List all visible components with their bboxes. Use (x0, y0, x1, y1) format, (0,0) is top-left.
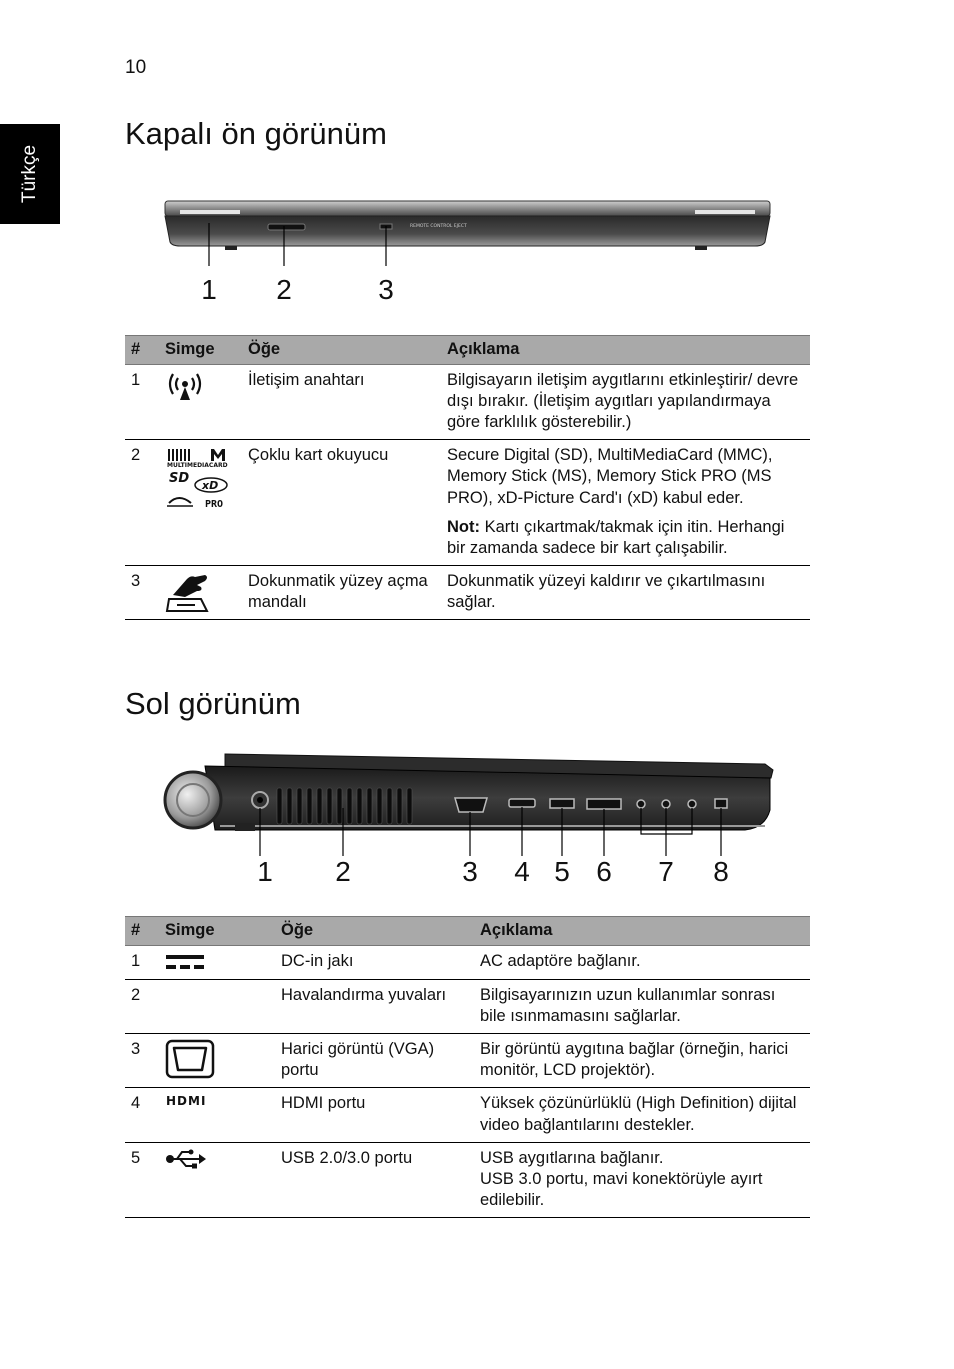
sd-label: SD (169, 471, 190, 487)
front-view-title: Kapalı ön görünüm (125, 116, 387, 151)
mmc-label: MULTIMEDIACARD (167, 462, 228, 470)
row-num: 3 (125, 1034, 159, 1088)
table-row (125, 1034, 810, 1088)
laptop-left-illustration (125, 748, 810, 856)
callout-1: 1 (201, 274, 217, 305)
callout-2: 2 (335, 856, 351, 887)
callout-5: 5 (554, 856, 570, 887)
hdmi-icon-label: HDMI (166, 1094, 207, 1109)
front-view-figure (125, 196, 810, 306)
row-item: İletişim anahtarı (242, 365, 441, 440)
wireless-icon (165, 370, 205, 404)
callout-7: 7 (658, 856, 674, 887)
language-tab-label: Türkçe (19, 144, 40, 204)
table-row (125, 1088, 810, 1142)
row-item: Havalandırma yuvaları (275, 980, 474, 1034)
row-desc-line: USB aygıtlarına bağlanır. (480, 1148, 664, 1167)
header-icon: Simge (159, 336, 242, 365)
callout-3: 3 (462, 856, 478, 887)
laptop-front-illustration (125, 196, 810, 266)
row-desc: Bilgisayarın iletişim aygıtlarını etkinleştirir/ devre dışı bırakır. (İletişim aygıtları yapılandırmaya göre farklılık gösterebilir.) (441, 365, 810, 440)
callout-1: 1 (257, 856, 273, 887)
row-item: DC-in jakı (275, 946, 474, 980)
row-desc: Secure Digital (SD), MultiMediaCard (MMC), Memory Stick (MS), Memory Stick PRO (MS PRO), xD-Picture Card'ı (xD) kabul eder. (447, 446, 773, 507)
table-row (125, 440, 810, 566)
header-icon: Simge (159, 917, 275, 946)
callout-4: 4 (514, 856, 530, 887)
left-view-title: Sol görünüm (125, 686, 301, 721)
hdmi-icon (165, 1093, 223, 1109)
row-desc: Bilgisayarınızın uzun kullanımlar sonrası bile ısınmamasını sağlarlar. (474, 980, 810, 1034)
callout-6: 6 (596, 856, 612, 887)
row-note (447, 517, 804, 559)
front-view-table (125, 335, 810, 620)
touchpad-latch-icon (165, 571, 211, 613)
header-item: Öğe (242, 336, 441, 365)
left-view-figure (125, 748, 810, 888)
row-desc-line: USB 3.0 portu, mavi konektörüyle ayırt edilebilir. (480, 1169, 763, 1209)
row-num: 3 (125, 565, 159, 619)
row-num: 1 (125, 365, 159, 440)
row-num: 5 (125, 1142, 159, 1217)
row-item: Harici görüntü (VGA) portu (275, 1034, 474, 1088)
row-desc: Dokunmatik yüzeyi kaldırır ve çıkartılmasını sağlar. (441, 565, 810, 619)
left-view-table (125, 916, 810, 1218)
callout-3: 3 (378, 274, 394, 305)
table-row (125, 565, 810, 619)
header-num: # (125, 336, 159, 365)
page-number: 10 (125, 57, 147, 78)
callout-2: 2 (276, 274, 292, 305)
table-row (125, 365, 810, 440)
row-item: USB 2.0/3.0 portu (275, 1142, 474, 1217)
header-desc: Açıklama (441, 336, 810, 365)
row-desc: Yüksek çözünürlüklü (High Definition) dijital video bağlantılarını destekler. (474, 1088, 810, 1142)
dc-in-icon (165, 951, 205, 973)
row-num: 2 (125, 980, 159, 1034)
note-text: Kartı çıkartmak/takmak için itin. Herhangi bir zamanda sadece bir kart çalışabilir. (447, 517, 785, 557)
header-desc: Açıklama (474, 917, 810, 946)
table-row (125, 946, 810, 980)
vga-icon (165, 1039, 215, 1079)
row-num: 4 (125, 1088, 159, 1142)
table-row (125, 980, 810, 1034)
table-header (125, 336, 810, 365)
row-item: Dokunmatik yüzey açma mandalı (242, 565, 441, 619)
front-ports-label: REMOTE CONTROL EJECT (410, 224, 467, 229)
card-reader-icon (165, 445, 231, 511)
pro-label: PRO (205, 499, 224, 511)
row-desc: AC adaptöre bağlanır. (474, 946, 810, 980)
language-tab (0, 124, 60, 224)
row-item: Çoklu kart okuyucu (242, 440, 441, 566)
row-num: 1 (125, 946, 159, 980)
row-item: HDMI portu (275, 1088, 474, 1142)
header-item: Öğe (275, 917, 474, 946)
table-row (125, 1142, 810, 1217)
callout-8: 8 (713, 856, 729, 887)
row-num: 2 (125, 440, 159, 566)
header-num: # (125, 917, 159, 946)
note-label: Not: (447, 517, 480, 536)
table-header (125, 917, 810, 946)
row-desc: Bir görüntü aygıtına bağlar (örneğin, harici monitör, LCD projektör). (474, 1034, 810, 1088)
xd-label: xD (202, 479, 219, 493)
usb-icon (165, 1148, 207, 1170)
empty-icon-cell (159, 980, 275, 1034)
